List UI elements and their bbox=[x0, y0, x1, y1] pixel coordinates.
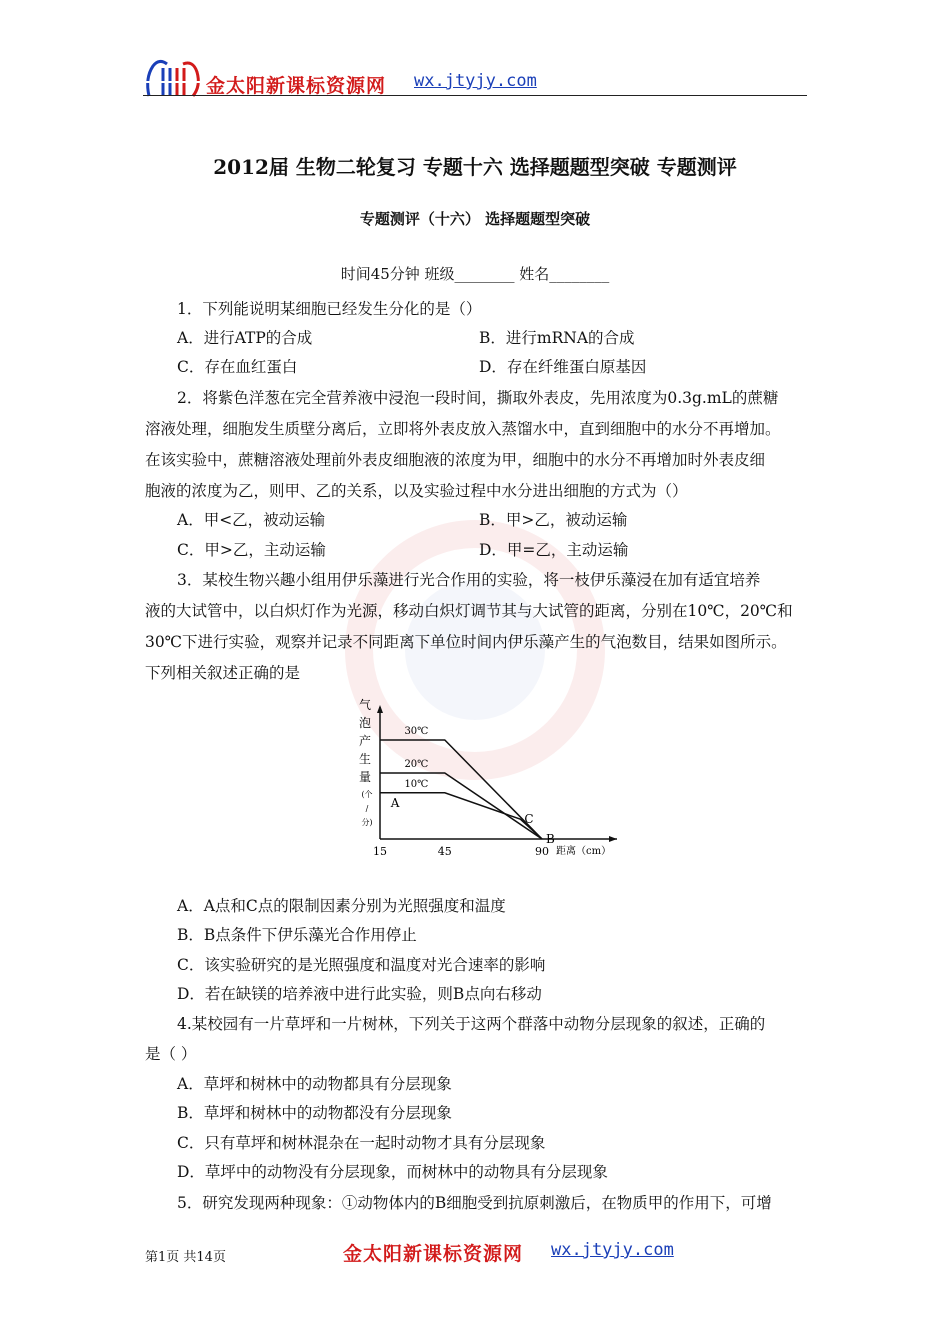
series-label: 10℃ bbox=[404, 778, 429, 790]
q3-option-b: B．B点条件下伊乐藻光合作用停止 bbox=[177, 926, 417, 944]
q4-option-c: C．只有草坪和树林混杂在一起时动物才具有分层现象 bbox=[177, 1134, 546, 1152]
q3-line-1: 3．某校生物兴趣小组用伊乐藻进行光合作用的实验，将一枝伊乐藻浸在加有适宜培养 bbox=[177, 571, 761, 589]
q1-option-c: C．存在血红蛋白 bbox=[177, 358, 298, 376]
x-tick-label: 90 bbox=[535, 845, 549, 858]
q4-option-b: B．草坪和树林中的动物都没有分层现象 bbox=[177, 1104, 452, 1122]
point-label: B bbox=[546, 832, 555, 846]
bubble-chart bbox=[355, 693, 630, 863]
footer-site-link[interactable]: wx.jtyjy.com bbox=[551, 1240, 674, 1260]
x-tick-label: 15 bbox=[373, 845, 387, 858]
exam-meta: 时间45分钟 班级________ 姓名________ bbox=[340, 265, 610, 283]
q2-line-3: 在该实验中，蔗糖溶液处理前外表皮细胞液的浓度为甲，细胞中的水分不再增加时外表皮细 bbox=[145, 451, 766, 469]
x-axis-label: 距离（cm） bbox=[556, 846, 612, 857]
point-label: C bbox=[524, 812, 534, 827]
header-divider bbox=[143, 95, 807, 96]
q2-option-b: B．甲>乙，被动运输 bbox=[479, 511, 628, 529]
y-axis-arrow bbox=[377, 705, 383, 713]
series-line bbox=[380, 793, 542, 839]
q1-stem: 1．下列能说明某细胞已经发生分化的是（） bbox=[177, 300, 482, 318]
q3-line-2: 液的大试管中，以白炽灯作为光源，移动白炽灯调节其与大试管的距离，分别在10℃，20℃和 bbox=[145, 602, 793, 620]
q3-option-d: D．若在缺镁的培养液中进行此实验，则B点向右移动 bbox=[177, 985, 542, 1003]
x-tick-label: 45 bbox=[437, 845, 452, 858]
q2-line-2: 溶液处理，细胞发生质壁分离后，立即将外表皮放入蒸馏水中，直到细胞中的水分不再增加。 bbox=[145, 420, 781, 438]
q2-option-d: D．甲=乙，主动运输 bbox=[479, 541, 629, 559]
q3-option-c: C．该实验研究的是光照强度和温度对光合速率的影响 bbox=[177, 956, 546, 974]
q1-option-b: B．进行mRNA的合成 bbox=[479, 329, 635, 347]
y-axis-unit-char: (个 bbox=[361, 790, 373, 799]
footer-brand: 金太阳新课标资源网 bbox=[343, 1243, 524, 1265]
q4-line-1: 4.某校园有一片草坪和一片树林，下列关于这两个群落中动物分层现象的叙述，正确的 bbox=[177, 1015, 766, 1033]
header-site-link[interactable]: wx.jtyjy.com bbox=[414, 71, 537, 91]
page-number: 第1页 共14页 bbox=[145, 1250, 226, 1265]
y-axis-label-char: 量 bbox=[358, 770, 372, 784]
q4-line-2: 是（ ） bbox=[145, 1045, 197, 1063]
series-label: 30℃ bbox=[404, 726, 429, 737]
y-axis-unit-char: / bbox=[365, 804, 369, 813]
q2-line-4: 胞液的浓度为乙，则甲、乙的关系，以及实验过程中水分进出细胞的方式为（） bbox=[145, 482, 688, 500]
logo-icon bbox=[143, 58, 203, 100]
q2-option-a: A．甲<乙，被动运输 bbox=[177, 511, 326, 529]
q2-line-1: 2．将紫色洋葱在完全营养液中浸泡一段时间，撕取外表皮，先用浓度为0.3g.mL的蔗糖 bbox=[177, 389, 779, 407]
document-subtitle: 专题测评（十六） 选择题题型突破 bbox=[359, 210, 591, 228]
q4-option-a: A．草坪和树林中的动物都具有分层现象 bbox=[177, 1075, 452, 1093]
y-axis-label-char: 产 bbox=[358, 734, 372, 748]
y-axis-unit-char: 分) bbox=[361, 818, 373, 827]
q5-line-1: 5．研究发现两种现象：①动物体内的B细胞受到抗原刺激后，在物质甲的作用下，可增 bbox=[177, 1194, 772, 1212]
y-axis-label-char: 生 bbox=[358, 752, 372, 766]
y-axis-label-char: 气 bbox=[358, 698, 372, 712]
header-brand: 金太阳新课标资源网 bbox=[206, 75, 387, 97]
q3-line-4: 下列相关叙述正确的是 bbox=[145, 664, 301, 682]
x-axis-arrow bbox=[609, 836, 617, 842]
q1-option-a: A．进行ATP的合成 bbox=[177, 329, 313, 347]
q4-option-d: D．草坪中的动物没有分层现象，而树林中的动物具有分层现象 bbox=[177, 1163, 608, 1181]
y-axis-label-char: 泡 bbox=[358, 716, 372, 730]
q3-option-a: A．A点和C点的限制因素分别为光照强度和温度 bbox=[177, 897, 506, 915]
q2-option-c: C．甲>乙，主动运输 bbox=[177, 541, 326, 559]
point-label: A bbox=[390, 795, 400, 810]
document-title: 2012届 生物二轮复习 专题十六 选择题题型突破 专题测评 bbox=[213, 155, 737, 179]
series-label: 20℃ bbox=[404, 759, 429, 770]
q1-option-d: D．存在纤维蛋白原基因 bbox=[479, 358, 647, 376]
q3-line-3: 30℃下进行实验，观察并记录不同距离下单位时间内伊乐藻产生的气泡数目，结果如图所示。 bbox=[145, 633, 787, 651]
